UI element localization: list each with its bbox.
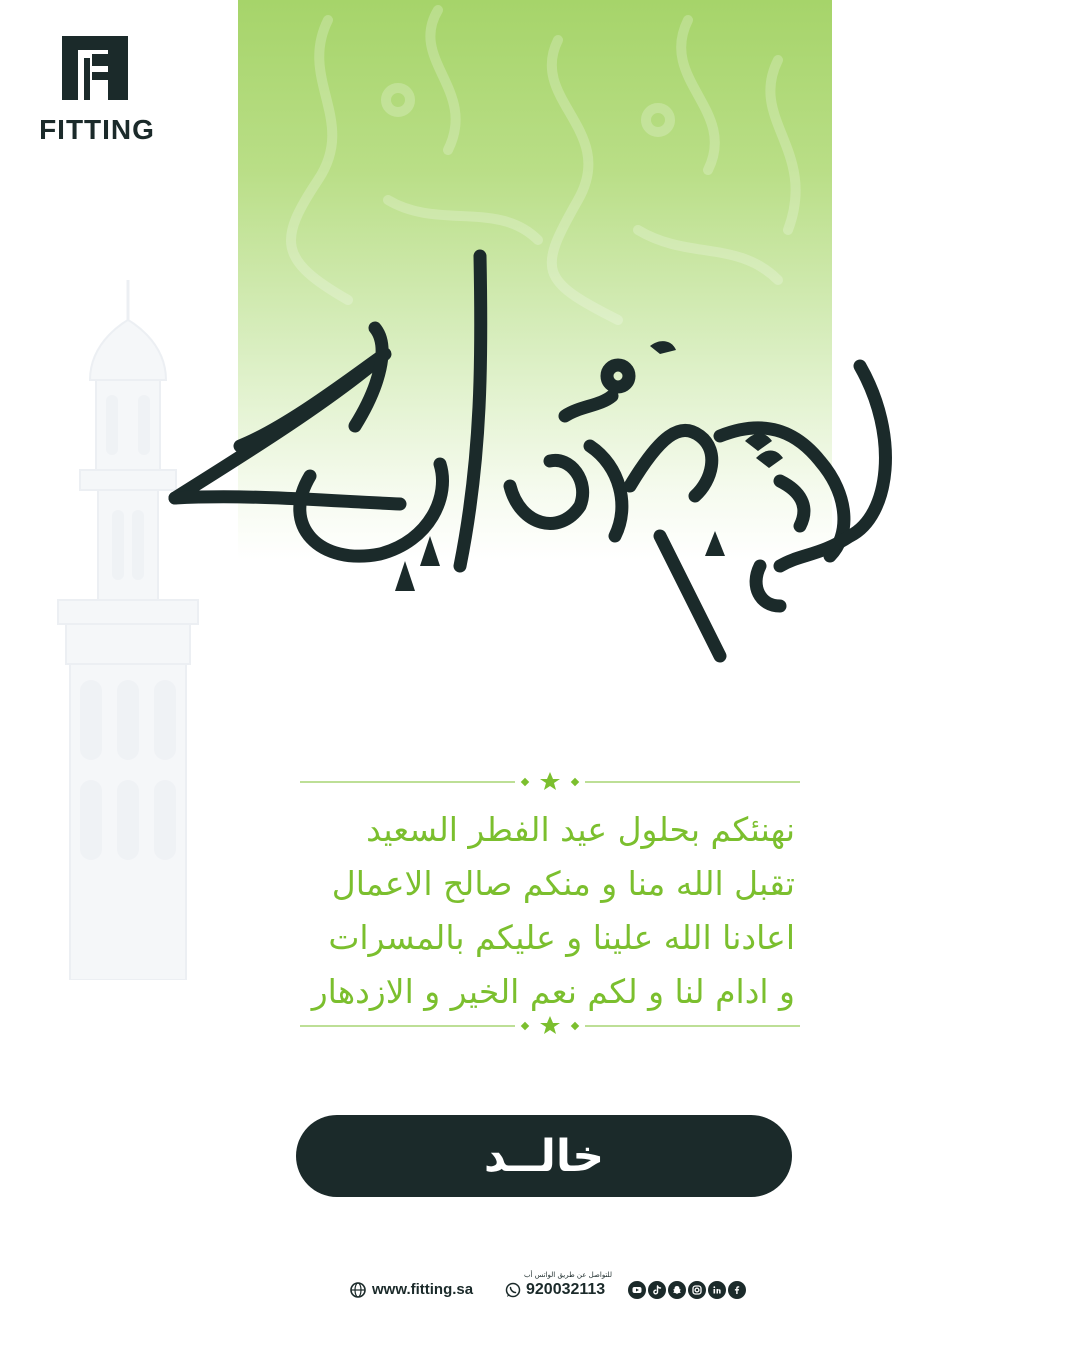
- social-icons: [628, 1281, 746, 1299]
- ornament-divider-top: [300, 770, 800, 794]
- phone-number: 920032113: [526, 1281, 606, 1298]
- website-link[interactable]: [350, 1281, 473, 1298]
- calligraphy-label: عيد مبارك: [519, 648, 561, 659]
- tiktok-icon[interactable]: [648, 1281, 666, 1299]
- whatsapp-caption: للتواصل عن طريق الواتس أب: [523, 1271, 612, 1279]
- footer-contact-bar: [0, 1265, 1080, 1315]
- eid-mubarak-calligraphy: [160, 236, 920, 676]
- ornament-divider-bottom: [300, 1014, 800, 1038]
- brand-name: FITTING: [39, 114, 155, 145]
- whatsapp-contact[interactable]: [505, 1265, 620, 1305]
- greeting-line-2: تقبل الله منا و منكم صالح الاعمال: [331, 864, 795, 903]
- facebook-icon[interactable]: [728, 1281, 746, 1299]
- greeting-line-4: و ادام لنا و لكم نعم الخير و الازدهار: [311, 972, 795, 1011]
- youtube-icon[interactable]: [628, 1281, 646, 1299]
- greeting-message: [260, 803, 795, 1019]
- whatsapp-icon: [505, 1282, 521, 1298]
- snapchat-icon[interactable]: [668, 1281, 686, 1299]
- linkedin-icon[interactable]: [708, 1281, 726, 1299]
- brand-logo: [22, 36, 172, 148]
- website-text: www.fitting.sa: [372, 1281, 474, 1298]
- name-text: خالــد: [483, 1130, 605, 1182]
- greeting-line-1: نهنئكم بحلول عيد الفطر السعيد: [366, 810, 795, 849]
- greeting-line-3: اعادنا الله علينا و عليكم بالمسرات: [328, 918, 795, 957]
- globe-icon: [350, 1282, 366, 1298]
- instagram-icon[interactable]: [688, 1281, 706, 1299]
- fitting-logo-icon: [62, 36, 128, 100]
- name-badge: [296, 1115, 792, 1197]
